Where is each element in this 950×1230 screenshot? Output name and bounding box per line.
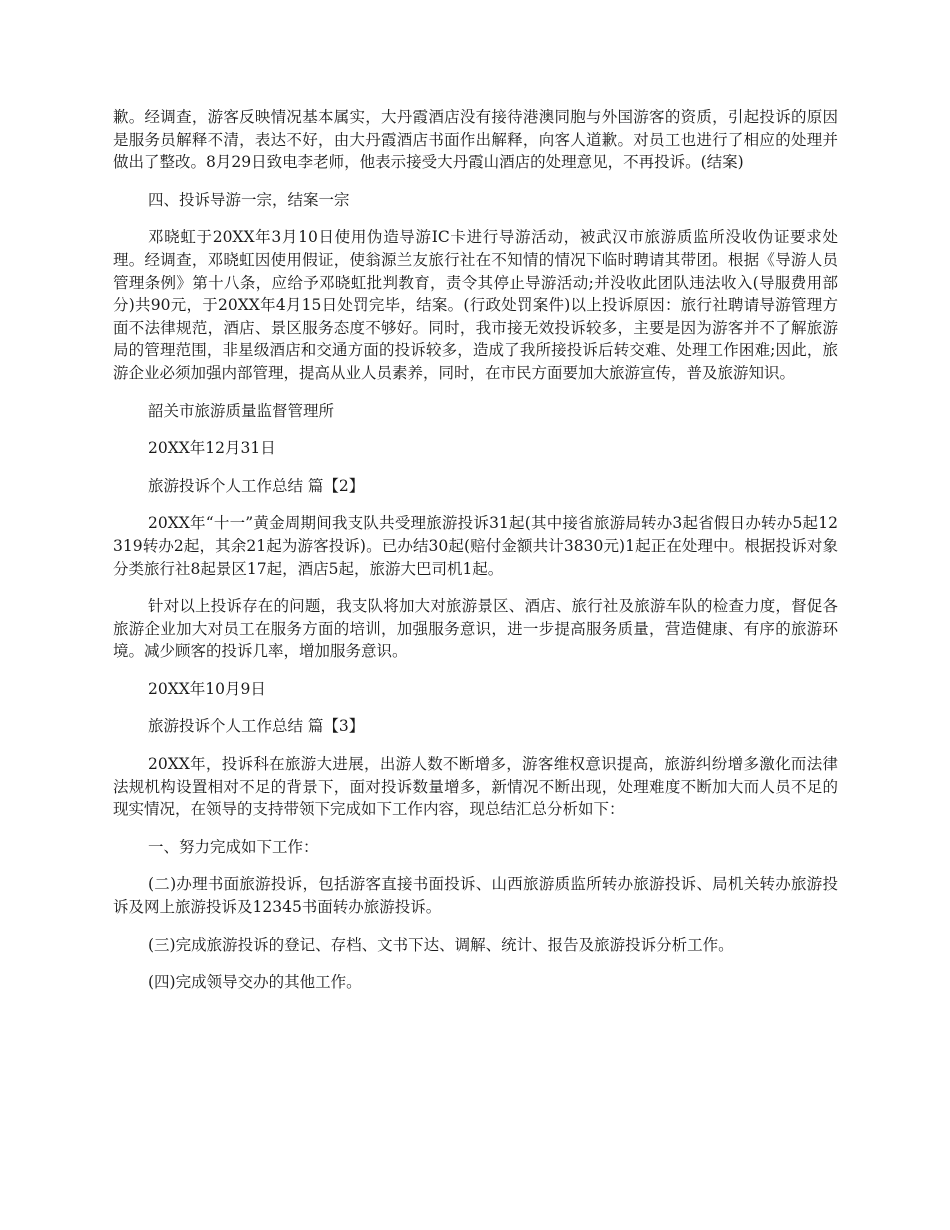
paragraph-inspection-measures: 针对以上投诉存在的问题，我支队将加大对旅游景区、酒店、旅行社及旅游车队的检查力度，督促各旅游企业加大对员工在服务方面的培训，加强服务意识，进一步提高服务质量，营造健康、有序的旅游环境。减少顾客的投诉几率，增加服务意识。 (113, 597, 838, 661)
list-item-written-complaints: (二)办理书面旅游投诉，包括游客直接书面投诉、山西旅游质监所转办旅游投诉、局机关转办旅游投诉及网上旅游投诉及12345书面转办旅游投诉。 (113, 875, 838, 917)
section-heading-guide-complaint: 四、投诉导游一宗，结案一宗 (148, 190, 350, 209)
list-item-registration-archiving: (三)完成旅游投诉的登记、存档、文书下达、调解、统计、报告及旅游投诉分析工作。 (148, 935, 734, 954)
paragraph-golden-week-stats: 20XX年“十一”黄金周期间我支队共受理旅游投诉31起(其中接省旅游局转办3起省假日办转办5起12319转办2起，其余21起为游客投诉)。已办结30起(赔付金额共计3830元)1起正在处理中。根据投诉对象分类旅行社8起景区17起，酒店5起，旅游大巴司机1起。 (113, 514, 838, 578)
article-title-3: 旅游投诉个人工作总结 篇【3】 (148, 717, 365, 736)
signature-organization: 韶关市旅游质量监督管理所 (148, 401, 335, 420)
signature-date: 20XX年12月31日 (148, 439, 276, 458)
article-2-date: 20XX年10月9日 (148, 679, 266, 698)
paragraph-guide-case: 邓晓虹于20XX年3月10日使用伪造导游IC卡进行导游活动，被武汉市旅游质监所没收伪证要求处理。经调查，邓晓虹因使用假证，使翁源兰友旅行社在不知情的情况下临时聘请其带团。根据《导游人员管理条例》第十八条，应给予邓晓虹批判教育，责令其停止导游活动;并没收此团队违法收入(导服费用部分)共90元，于20XX年4月15日处罚完毕，结案。(行政处罚案件)以上投诉原因：旅行社聘请导游管理方面不法律规范，酒店、景区服务态度不够好。同时，我市接无效投诉较多，主要是因为游客并不了解旅游局的管理范围，非星级酒店和交通方面的投诉较多，造成了我所接投诉后转交难、处理工作困难;因此，旅游企业必须加强内部管理，提高从业人员素养，同时，在市民方面要加大旅游宣传，普及旅游知识。 (113, 228, 838, 382)
list-item-other-tasks: (四)完成领导交办的其他工作。 (148, 973, 362, 992)
paragraph-annual-overview: 20XX年，投诉科在旅游大进展，出游人数不断增多，游客维权意识提高，旅游纠纷增多激化而法律法规机构设置相对不足的背景下，面对投诉数量增多，新情况不断出现，处理难度不断加大而人员不足的现实情况，在领导的支持带领下完成如下工作内容，现总结汇总分析如下： (113, 755, 838, 819)
section-heading-work-completed: 一、努力完成如下工作： (148, 837, 319, 856)
article-title-2: 旅游投诉个人工作总结 篇【2】 (148, 476, 365, 495)
paragraph-apology-continuation: 歉。经调查，游客反映情况基本属实，大丹霞酒店没有接待港澳同胞与外国游客的资质，引起投诉的原因是服务员解释不清，表达不好，由大丹霞酒店书面作出解释，向客人道歉。对员工也进行了相应的处理并做出了整改。8月29日致电李老师，他表示接受大丹霞山酒店的处理意见，不再投诉。(结案) (113, 108, 838, 172)
